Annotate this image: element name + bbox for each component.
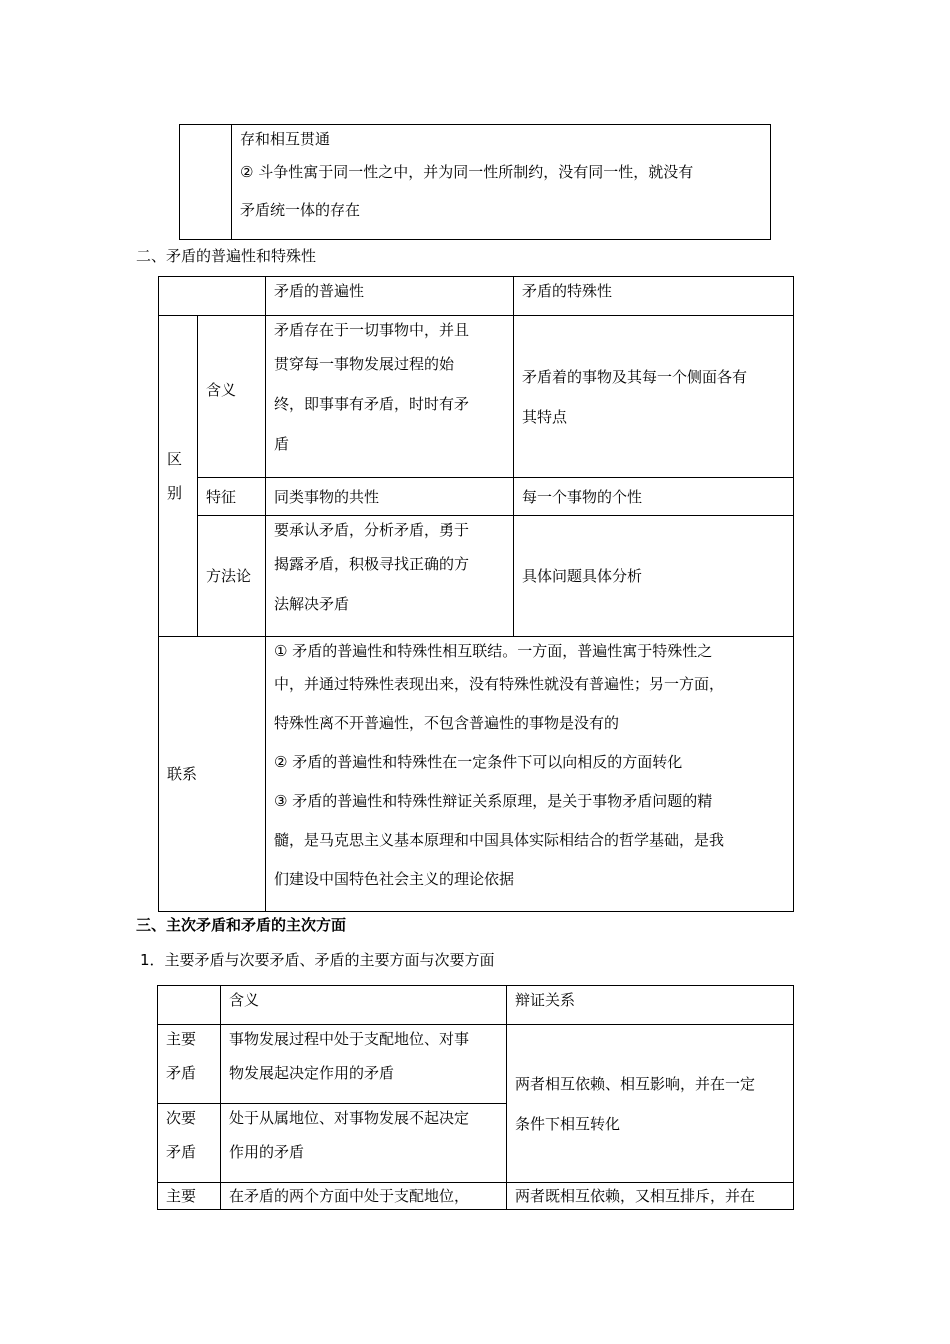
content-line: 终，即事事有矛盾，时时有矛	[274, 395, 470, 413]
distinguish-label-char: 区	[167, 450, 183, 468]
principal-aspect-meaning: 在矛盾的两个方面中处于支配地位，	[221, 1183, 507, 1210]
content-line: 其特点	[522, 407, 568, 426]
label-line: 主要	[166, 1030, 197, 1048]
content-line: 揭露矛盾，积极寻找正确的方	[274, 555, 470, 573]
principal-secondary-table	[157, 985, 794, 1210]
row-label-secondary-contradiction	[158, 1104, 221, 1183]
header-meaning: 含义	[221, 986, 507, 1025]
table-continued-content-cell	[232, 125, 771, 240]
content-line: 们建设中国特色社会主义的理论依据	[274, 870, 515, 888]
row-label-methodology: 方法论	[198, 516, 266, 637]
distinguish-label-char: 别	[167, 484, 183, 502]
subheading-principal: 1．主要矛盾与次要矛盾、矛盾的主要方面与次要方面	[140, 951, 495, 969]
content-line: 髓，是马克思主义基本原理和中国具体实际相结合的哲学基础，是我	[274, 831, 725, 849]
connection-label: 联系	[159, 637, 266, 912]
section-heading-principal: 三、主次矛盾和矛盾的主次方面	[136, 916, 347, 934]
relation-cell-2: 两者既相互依赖，又相互排斥，并在	[507, 1183, 794, 1210]
relation-cell-1	[507, 1025, 794, 1183]
content-line: 特殊性离不开普遍性，不包含普遍性的事物是没有的	[274, 714, 620, 732]
principal-contradiction-meaning	[221, 1025, 507, 1104]
universal-methodology-cell	[266, 516, 514, 637]
content-line: 两者相互依赖、相互影响，并在一定	[515, 1074, 756, 1093]
content-line: 物发展起决定作用的矛盾	[229, 1064, 395, 1082]
content-line: 矛盾统一体的存在	[240, 201, 361, 219]
label-line: 矛盾	[166, 1143, 197, 1161]
universality-particularity-table	[158, 276, 794, 912]
section-heading-universality: 二、矛盾的普遍性和特殊性	[136, 247, 317, 265]
label-line: 次要	[166, 1109, 197, 1127]
particular-feature-cell: 每一个事物的个性	[514, 478, 794, 516]
secondary-contradiction-meaning	[221, 1104, 507, 1183]
content-line: 条件下相互转化	[515, 1114, 621, 1133]
content-line: 存和相互贯通	[240, 130, 331, 148]
universal-feature-cell: 同类事物的共性	[266, 478, 514, 516]
connection-content-cell	[266, 637, 794, 912]
content-line: 贯穿每一事物发展过程的始	[274, 355, 455, 373]
content-line: 盾	[274, 435, 290, 453]
particular-methodology-cell: 具体问题具体分析	[514, 516, 794, 637]
row-label-principal-contradiction	[158, 1025, 221, 1104]
content-line: ② 矛盾的普遍性和特殊性在一定条件下可以向相反的方面转化	[274, 753, 683, 771]
content-line: 矛盾存在于一切事物中，并且	[274, 321, 470, 339]
content-line: 事物发展过程中处于支配地位、对事	[229, 1030, 470, 1048]
content-line: ③ 矛盾的普遍性和特殊性辩证关系原理，是关于事物矛盾问题的精	[274, 792, 713, 810]
table-continued	[179, 124, 771, 240]
header-particular: 矛盾的特殊性	[514, 277, 794, 316]
table-continued-label-cell	[180, 125, 232, 240]
content-line: 中，并通过特殊性表现出来，没有特殊性就没有普遍性；另一方面，	[274, 675, 725, 693]
label-line: 矛盾	[166, 1064, 197, 1082]
content-line: ① 矛盾的普遍性和特殊性相互联结。一方面，普遍性寓于特殊性之	[274, 642, 713, 660]
content-line: 作用的矛盾	[229, 1143, 305, 1161]
content-line: 法解决矛盾	[274, 595, 350, 613]
content-line: 要承认矛盾，分析矛盾，勇于	[274, 521, 470, 539]
header-empty-cell	[158, 986, 221, 1025]
header-universal: 矛盾的普遍性	[266, 277, 514, 316]
row-label-meaning: 含义	[198, 316, 266, 478]
header-relation: 辩证关系	[507, 986, 794, 1025]
content-line: ② 斗争性寓于同一性之中，并为同一性所制约，没有同一性，就没有	[240, 163, 694, 181]
universal-meaning-cell	[266, 316, 514, 478]
header-empty-cell	[159, 277, 266, 316]
row-label-feature: 特征	[198, 478, 266, 516]
row-label-principal-aspect: 主要	[158, 1183, 221, 1210]
content-line: 矛盾着的事物及其每一个侧面各有	[522, 367, 748, 386]
particular-meaning-cell	[514, 316, 794, 478]
content-line: 处于从属地位、对事物发展不起决定	[229, 1109, 470, 1127]
distinguish-label-cell	[159, 316, 198, 637]
